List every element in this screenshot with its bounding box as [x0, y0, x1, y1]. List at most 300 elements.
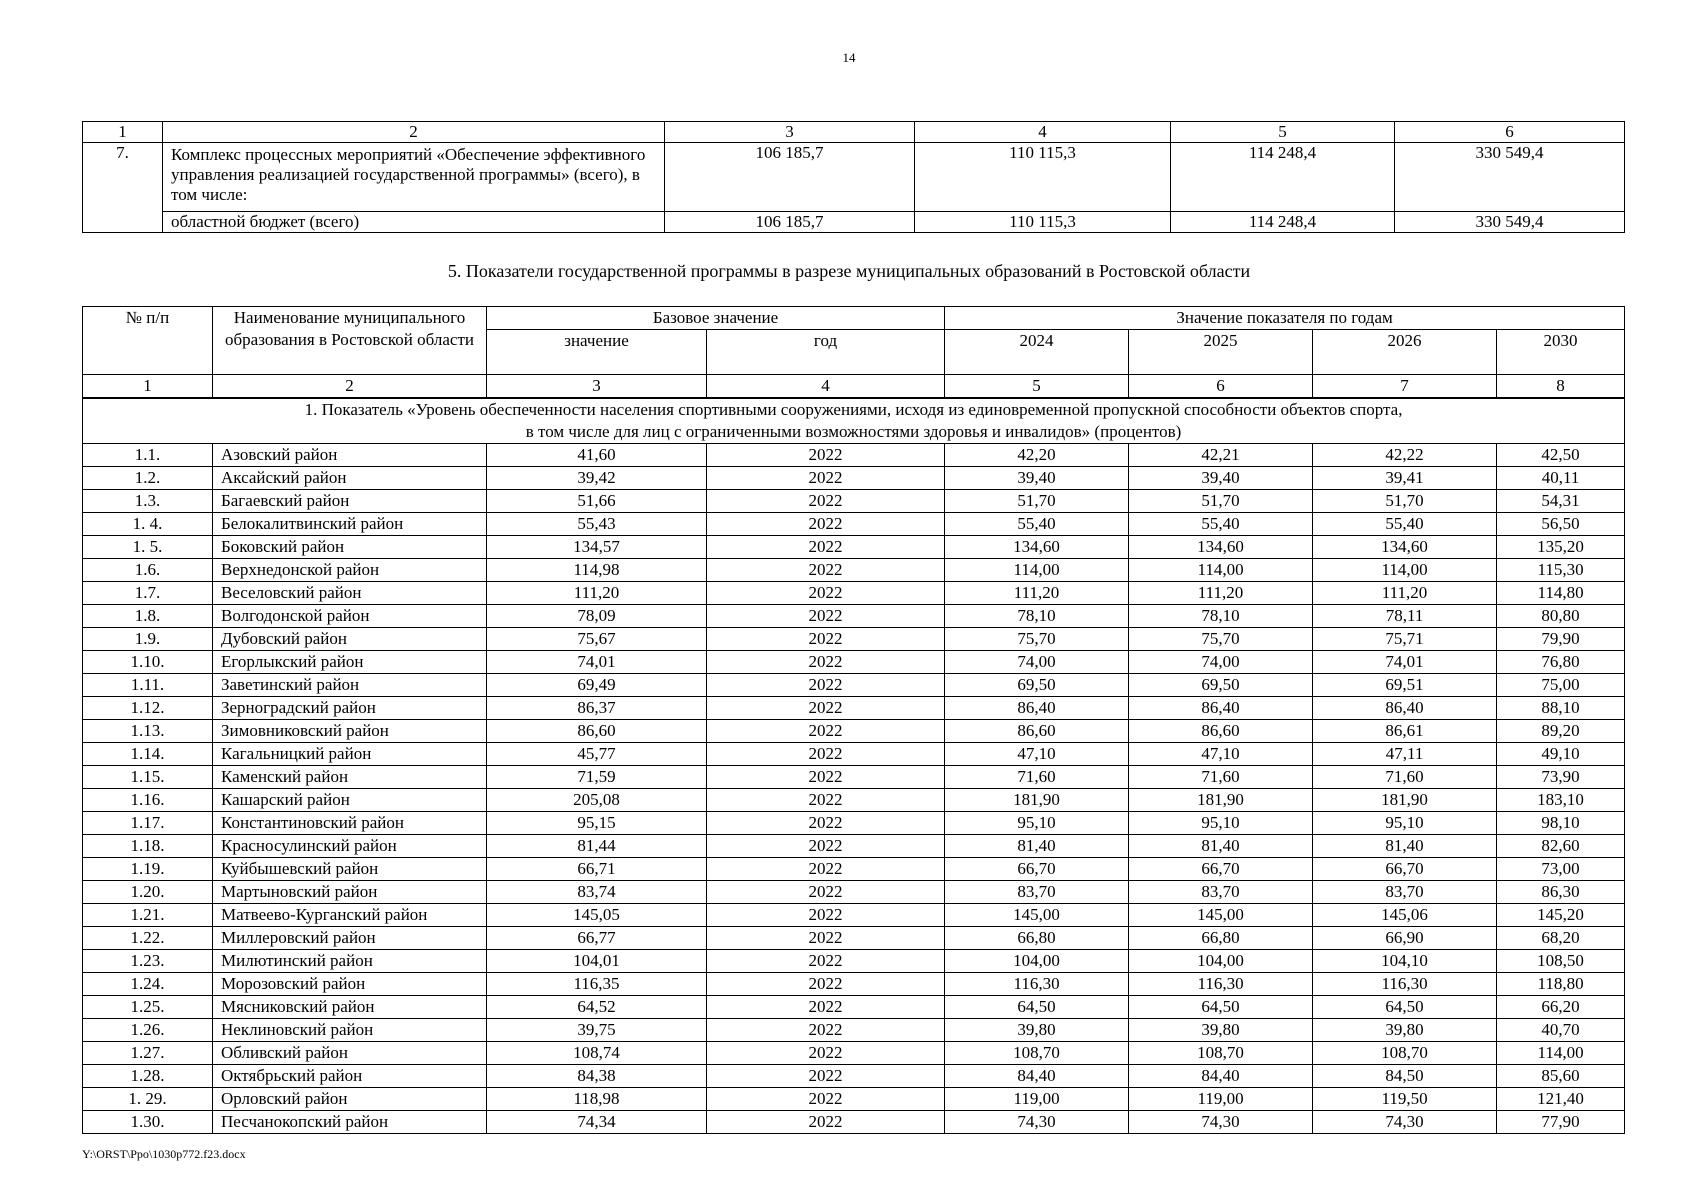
- row-2026: 74,30: [1313, 1111, 1497, 1134]
- row-2025: 39,80: [1129, 1019, 1313, 1042]
- row-2026: 42,22: [1313, 444, 1497, 467]
- row-base-value: 134,57: [487, 536, 707, 559]
- row-2030: 79,90: [1497, 628, 1625, 651]
- indicators-table: [82, 306, 1625, 1134]
- row-2024: 47,10: [945, 743, 1129, 766]
- head-row-1: [83, 307, 1625, 330]
- row-base-value: 69,49: [487, 674, 707, 697]
- row-2026: 104,10: [1313, 950, 1497, 973]
- row-base-value: 74,34: [487, 1111, 707, 1134]
- table-row: [83, 1088, 1625, 1111]
- row-base-year: 2022: [707, 881, 945, 904]
- row-num: 1.23.: [83, 950, 213, 973]
- row-2026: 108,70: [1313, 1042, 1497, 1065]
- head-2024: 2024: [945, 330, 1129, 375]
- row-base-value: 205,08: [487, 789, 707, 812]
- row-2024: 71,60: [945, 766, 1129, 789]
- row-num: 1.22.: [83, 927, 213, 950]
- row-2026: 78,11: [1313, 605, 1497, 628]
- table-row: [83, 904, 1625, 927]
- budget-subrow: [83, 212, 1625, 233]
- budget-subrow-v2: 110 115,3: [915, 212, 1171, 233]
- row-2024: 181,90: [945, 789, 1129, 812]
- row-base-year: 2022: [707, 559, 945, 582]
- row-base-value: 74,01: [487, 651, 707, 674]
- row-base-year: 2022: [707, 743, 945, 766]
- row-2024: 86,60: [945, 720, 1129, 743]
- row-2025: 119,00: [1129, 1088, 1313, 1111]
- footer-file-path: Y:\ORST\Ppo\1030p772.f23.docx: [82, 1147, 246, 1161]
- row-2025: 83,70: [1129, 881, 1313, 904]
- row-2030: 82,60: [1497, 835, 1625, 858]
- row-2026: 47,11: [1313, 743, 1497, 766]
- row-base-year: 2022: [707, 1065, 945, 1088]
- row-num: 1.16.: [83, 789, 213, 812]
- row-name: Морозовский район: [213, 973, 487, 996]
- row-2030: 77,90: [1497, 1111, 1625, 1134]
- row-2026: 116,30: [1313, 973, 1497, 996]
- row-base-value: 64,52: [487, 996, 707, 1019]
- table-row: [83, 605, 1625, 628]
- row-base-value: 86,37: [487, 697, 707, 720]
- row-2026: 145,06: [1313, 904, 1497, 927]
- row-name: Зимовниковский район: [213, 720, 487, 743]
- row-2026: 114,00: [1313, 559, 1497, 582]
- table-row: [83, 996, 1625, 1019]
- row-base-year: 2022: [707, 835, 945, 858]
- budget-table: [82, 121, 1625, 233]
- row-2024: 104,00: [945, 950, 1129, 973]
- col-number-5: 5: [945, 375, 1129, 399]
- row-2025: 74,00: [1129, 651, 1313, 674]
- row-num: 1.24.: [83, 973, 213, 996]
- row-name: Мартыновский район: [213, 881, 487, 904]
- row-2025: 64,50: [1129, 996, 1313, 1019]
- row-base-value: 39,75: [487, 1019, 707, 1042]
- row-2024: 81,40: [945, 835, 1129, 858]
- row-2025: 134,60: [1129, 536, 1313, 559]
- row-name: Каменский район: [213, 766, 487, 789]
- row-base-value: 95,15: [487, 812, 707, 835]
- row-2024: 69,50: [945, 674, 1129, 697]
- col-number-1: 1: [83, 375, 213, 399]
- row-2024: 39,80: [945, 1019, 1129, 1042]
- row-2024: 108,70: [945, 1042, 1129, 1065]
- row-base-value: 145,05: [487, 904, 707, 927]
- row-2026: 95,10: [1313, 812, 1497, 835]
- table-row: [83, 812, 1625, 835]
- row-base-value: 39,42: [487, 467, 707, 490]
- row-base-year: 2022: [707, 720, 945, 743]
- budget-col-1: 1: [83, 122, 163, 143]
- row-base-year: 2022: [707, 812, 945, 835]
- head-2026: 2026: [1313, 330, 1497, 375]
- budget-row-v1: 106 185,7: [665, 143, 915, 212]
- table-row: [83, 536, 1625, 559]
- row-2026: 71,60: [1313, 766, 1497, 789]
- budget-col-5: 5: [1171, 122, 1395, 143]
- row-2026: 86,40: [1313, 697, 1497, 720]
- row-name: Красносулинский район: [213, 835, 487, 858]
- row-2030: 114,00: [1497, 1042, 1625, 1065]
- row-2026: 69,51: [1313, 674, 1497, 697]
- row-2030: 42,50: [1497, 444, 1625, 467]
- table-row: [83, 1042, 1625, 1065]
- row-2026: 134,60: [1313, 536, 1497, 559]
- row-2026: 81,40: [1313, 835, 1497, 858]
- row-2025: 75,70: [1129, 628, 1313, 651]
- row-2025: 95,10: [1129, 812, 1313, 835]
- row-base-year: 2022: [707, 605, 945, 628]
- row-num: 1.20.: [83, 881, 213, 904]
- row-name: Аксайский район: [213, 467, 487, 490]
- row-name: Куйбышевский район: [213, 858, 487, 881]
- head-base-year: год: [707, 330, 945, 375]
- table-row: [83, 858, 1625, 881]
- budget-row-v3: 114 248,4: [1171, 143, 1395, 212]
- row-2025: 47,10: [1129, 743, 1313, 766]
- row-base-year: 2022: [707, 536, 945, 559]
- table-row: [83, 835, 1625, 858]
- row-2030: 114,80: [1497, 582, 1625, 605]
- row-2024: 119,00: [945, 1088, 1129, 1111]
- row-base-year: 2022: [707, 651, 945, 674]
- budget-row-v2: 110 115,3: [915, 143, 1171, 212]
- row-base-year: 2022: [707, 674, 945, 697]
- row-2025: 51,70: [1129, 490, 1313, 513]
- row-base-value: 66,77: [487, 927, 707, 950]
- row-2030: 115,30: [1497, 559, 1625, 582]
- row-2026: 39,80: [1313, 1019, 1497, 1042]
- table-row: [83, 490, 1625, 513]
- budget-subrow-name: областной бюджет (всего): [163, 212, 665, 233]
- budget-row-7: [83, 143, 1625, 212]
- row-num: 1.11.: [83, 674, 213, 697]
- table-row: [83, 651, 1625, 674]
- head-base: Базовое значение: [487, 307, 945, 330]
- row-num: 1.27.: [83, 1042, 213, 1065]
- table-row: [83, 467, 1625, 490]
- row-2030: 145,20: [1497, 904, 1625, 927]
- row-2030: 86,30: [1497, 881, 1625, 904]
- row-num: 1.13.: [83, 720, 213, 743]
- row-2025: 86,60: [1129, 720, 1313, 743]
- table-row: [83, 766, 1625, 789]
- row-2030: 135,20: [1497, 536, 1625, 559]
- row-2025: 86,40: [1129, 697, 1313, 720]
- row-2025: 42,21: [1129, 444, 1313, 467]
- row-2030: 121,40: [1497, 1088, 1625, 1111]
- row-name: Неклиновский район: [213, 1019, 487, 1042]
- row-name: Орловский район: [213, 1088, 487, 1111]
- row-base-year: 2022: [707, 467, 945, 490]
- row-2026: 66,90: [1313, 927, 1497, 950]
- row-2030: 183,10: [1497, 789, 1625, 812]
- row-2030: 54,31: [1497, 490, 1625, 513]
- row-2030: 85,60: [1497, 1065, 1625, 1088]
- row-2030: 66,20: [1497, 996, 1625, 1019]
- row-2024: 84,40: [945, 1065, 1129, 1088]
- row-base-year: 2022: [707, 766, 945, 789]
- table-row: [83, 973, 1625, 996]
- row-num: 1.9.: [83, 628, 213, 651]
- row-2030: 118,80: [1497, 973, 1625, 996]
- row-base-year: 2022: [707, 628, 945, 651]
- row-2025: 104,00: [1129, 950, 1313, 973]
- table-row: [83, 628, 1625, 651]
- row-base-value: 45,77: [487, 743, 707, 766]
- row-name: Обливский район: [213, 1042, 487, 1065]
- row-num: 1. 5.: [83, 536, 213, 559]
- row-base-value: 86,60: [487, 720, 707, 743]
- row-2025: 69,50: [1129, 674, 1313, 697]
- row-name: Боковский район: [213, 536, 487, 559]
- row-base-value: 111,20: [487, 582, 707, 605]
- row-name: Миллеровский район: [213, 927, 487, 950]
- row-2030: 88,10: [1497, 697, 1625, 720]
- row-2024: 75,70: [945, 628, 1129, 651]
- row-2024: 74,00: [945, 651, 1129, 674]
- row-base-year: 2022: [707, 697, 945, 720]
- row-2024: 64,50: [945, 996, 1129, 1019]
- head-num: № п/п: [83, 307, 213, 375]
- row-base-value: 84,38: [487, 1065, 707, 1088]
- row-2026: 83,70: [1313, 881, 1497, 904]
- row-2030: 40,11: [1497, 467, 1625, 490]
- row-base-year: 2022: [707, 1088, 945, 1111]
- row-name: Веселовский район: [213, 582, 487, 605]
- column-numbers-row: [83, 375, 1625, 399]
- indicator-title: 1. Показатель «Уровень обеспеченности населения спортивными сооружениями, исходя из единовременной пропускной способности объектов спорта, в том числе для лиц с ограниченными возможностями здоровья и инвалидов» (процентов): [83, 398, 1625, 444]
- col-number-8: 8: [1497, 375, 1625, 399]
- budget-subrow-v3: 114 248,4: [1171, 212, 1395, 233]
- col-number-3: 3: [487, 375, 707, 399]
- row-name: Багаевский район: [213, 490, 487, 513]
- row-2025: 108,70: [1129, 1042, 1313, 1065]
- row-num: 1.2.: [83, 467, 213, 490]
- row-name: Зерноградский район: [213, 697, 487, 720]
- row-base-value: 118,98: [487, 1088, 707, 1111]
- row-2025: 74,30: [1129, 1111, 1313, 1134]
- row-name: Константиновский район: [213, 812, 487, 835]
- row-2025: 39,40: [1129, 467, 1313, 490]
- row-num: 1.1.: [83, 444, 213, 467]
- row-2030: 73,00: [1497, 858, 1625, 881]
- row-2026: 55,40: [1313, 513, 1497, 536]
- row-2025: 81,40: [1129, 835, 1313, 858]
- row-2024: 42,20: [945, 444, 1129, 467]
- row-2026: 86,61: [1313, 720, 1497, 743]
- row-name: Кашарский район: [213, 789, 487, 812]
- budget-row-name: Комплекс процессных мероприятий «Обеспечение эффективного управления реализацией государственной программы» (всего), в том числе:: [163, 143, 665, 212]
- row-2030: 73,90: [1497, 766, 1625, 789]
- row-base-year: 2022: [707, 1042, 945, 1065]
- budget-table-header-row: [83, 122, 1625, 143]
- row-base-value: 81,44: [487, 835, 707, 858]
- table-row: [83, 720, 1625, 743]
- row-2030: 76,80: [1497, 651, 1625, 674]
- indicator-title-row: [83, 398, 1625, 444]
- row-2024: 114,00: [945, 559, 1129, 582]
- head-2030: 2030: [1497, 330, 1625, 375]
- row-2030: 108,50: [1497, 950, 1625, 973]
- row-2025: 114,00: [1129, 559, 1313, 582]
- row-num: 1.30.: [83, 1111, 213, 1134]
- row-name: Егорлыкский район: [213, 651, 487, 674]
- budget-row-num: 7.: [83, 143, 163, 233]
- table-row: [83, 927, 1625, 950]
- budget-col-3: 3: [665, 122, 915, 143]
- table-row: [83, 559, 1625, 582]
- table-row: [83, 582, 1625, 605]
- row-name: Заветинский район: [213, 674, 487, 697]
- row-num: 1. 29.: [83, 1088, 213, 1111]
- row-base-value: 71,59: [487, 766, 707, 789]
- row-base-year: 2022: [707, 513, 945, 536]
- budget-col-2: 2: [163, 122, 665, 143]
- row-2024: 78,10: [945, 605, 1129, 628]
- col-number-4: 4: [707, 375, 945, 399]
- row-name: Милютинский район: [213, 950, 487, 973]
- row-num: 1.6.: [83, 559, 213, 582]
- row-base-value: 51,66: [487, 490, 707, 513]
- row-2025: 71,60: [1129, 766, 1313, 789]
- row-2026: 84,50: [1313, 1065, 1497, 1088]
- row-base-year: 2022: [707, 927, 945, 950]
- budget-row-v4: 330 549,4: [1395, 143, 1625, 212]
- row-name: Мясниковский район: [213, 996, 487, 1019]
- row-num: 1.3.: [83, 490, 213, 513]
- row-2030: 98,10: [1497, 812, 1625, 835]
- row-name: Песчанокопский район: [213, 1111, 487, 1134]
- row-2030: 68,20: [1497, 927, 1625, 950]
- row-2024: 86,40: [945, 697, 1129, 720]
- row-2025: 111,20: [1129, 582, 1313, 605]
- row-2025: 66,70: [1129, 858, 1313, 881]
- row-base-year: 2022: [707, 490, 945, 513]
- row-2026: 181,90: [1313, 789, 1497, 812]
- head-2025: 2025: [1129, 330, 1313, 375]
- table-row: [83, 1065, 1625, 1088]
- table-row: [83, 697, 1625, 720]
- row-2030: 89,20: [1497, 720, 1625, 743]
- table-row: [83, 674, 1625, 697]
- row-2025: 145,00: [1129, 904, 1313, 927]
- row-base-year: 2022: [707, 904, 945, 927]
- budget-col-6: 6: [1395, 122, 1625, 143]
- row-2026: 75,71: [1313, 628, 1497, 651]
- row-num: 1.21.: [83, 904, 213, 927]
- table-row: [83, 444, 1625, 467]
- row-base-value: 75,67: [487, 628, 707, 651]
- row-2024: 39,40: [945, 467, 1129, 490]
- row-base-value: 66,71: [487, 858, 707, 881]
- row-2030: 40,70: [1497, 1019, 1625, 1042]
- table-row: [83, 1019, 1625, 1042]
- row-2024: 55,40: [945, 513, 1129, 536]
- row-num: 1.25.: [83, 996, 213, 1019]
- row-2024: 145,00: [945, 904, 1129, 927]
- row-base-year: 2022: [707, 858, 945, 881]
- row-base-year: 2022: [707, 1111, 945, 1134]
- row-2026: 66,70: [1313, 858, 1497, 881]
- row-num: 1.19.: [83, 858, 213, 881]
- row-num: 1.12.: [83, 697, 213, 720]
- row-name: Волгодонской район: [213, 605, 487, 628]
- table-row: [83, 881, 1625, 904]
- row-2025: 116,30: [1129, 973, 1313, 996]
- row-base-value: 78,09: [487, 605, 707, 628]
- row-base-year: 2022: [707, 950, 945, 973]
- row-2024: 95,10: [945, 812, 1129, 835]
- row-base-value: 116,35: [487, 973, 707, 996]
- row-num: 1.14.: [83, 743, 213, 766]
- row-name: Белокалитвинский район: [213, 513, 487, 536]
- row-base-year: 2022: [707, 444, 945, 467]
- row-2030: 56,50: [1497, 513, 1625, 536]
- col-number-7: 7: [1313, 375, 1497, 399]
- row-2025: 78,10: [1129, 605, 1313, 628]
- row-base-year: 2022: [707, 582, 945, 605]
- row-2024: 134,60: [945, 536, 1129, 559]
- budget-col-4: 4: [915, 122, 1171, 143]
- row-num: 1.7.: [83, 582, 213, 605]
- row-2024: 66,80: [945, 927, 1129, 950]
- table-row: [83, 513, 1625, 536]
- row-num: 1.15.: [83, 766, 213, 789]
- table-row: [83, 1111, 1625, 1134]
- row-2025: 55,40: [1129, 513, 1313, 536]
- page-number: 14: [842, 50, 856, 65]
- row-2024: 74,30: [945, 1111, 1129, 1134]
- row-2026: 51,70: [1313, 490, 1497, 513]
- row-2025: 66,80: [1129, 927, 1313, 950]
- row-base-value: 83,74: [487, 881, 707, 904]
- row-2024: 66,70: [945, 858, 1129, 881]
- head-base-value: значение: [487, 330, 707, 375]
- table-row: [83, 950, 1625, 973]
- row-num: 1.17.: [83, 812, 213, 835]
- row-num: 1.8.: [83, 605, 213, 628]
- row-2025: 181,90: [1129, 789, 1313, 812]
- col-number-2: 2: [213, 375, 487, 399]
- col-number-6: 6: [1129, 375, 1313, 399]
- row-2026: 74,01: [1313, 651, 1497, 674]
- row-base-value: 114,98: [487, 559, 707, 582]
- row-2026: 111,20: [1313, 582, 1497, 605]
- row-2024: 116,30: [945, 973, 1129, 996]
- row-base-value: 41,60: [487, 444, 707, 467]
- table-row: [83, 743, 1625, 766]
- row-base-year: 2022: [707, 1019, 945, 1042]
- row-2030: 49,10: [1497, 743, 1625, 766]
- row-num: 1.10.: [83, 651, 213, 674]
- head-name: Наименование муниципального образования в Ростовской области: [213, 307, 487, 375]
- row-name: Матвеево-Курганский район: [213, 904, 487, 927]
- budget-subrow-v1: 106 185,7: [665, 212, 915, 233]
- row-num: 1.26.: [83, 1019, 213, 1042]
- row-2025: 84,40: [1129, 1065, 1313, 1088]
- row-num: 1.28.: [83, 1065, 213, 1088]
- row-name: Октябрьский район: [213, 1065, 487, 1088]
- row-name: Дубовский район: [213, 628, 487, 651]
- row-2026: 64,50: [1313, 996, 1497, 1019]
- head-by-years: Значение показателя по годам: [945, 307, 1625, 330]
- row-2026: 119,50: [1313, 1088, 1497, 1111]
- row-2024: 51,70: [945, 490, 1129, 513]
- row-2024: 83,70: [945, 881, 1129, 904]
- row-base-year: 2022: [707, 789, 945, 812]
